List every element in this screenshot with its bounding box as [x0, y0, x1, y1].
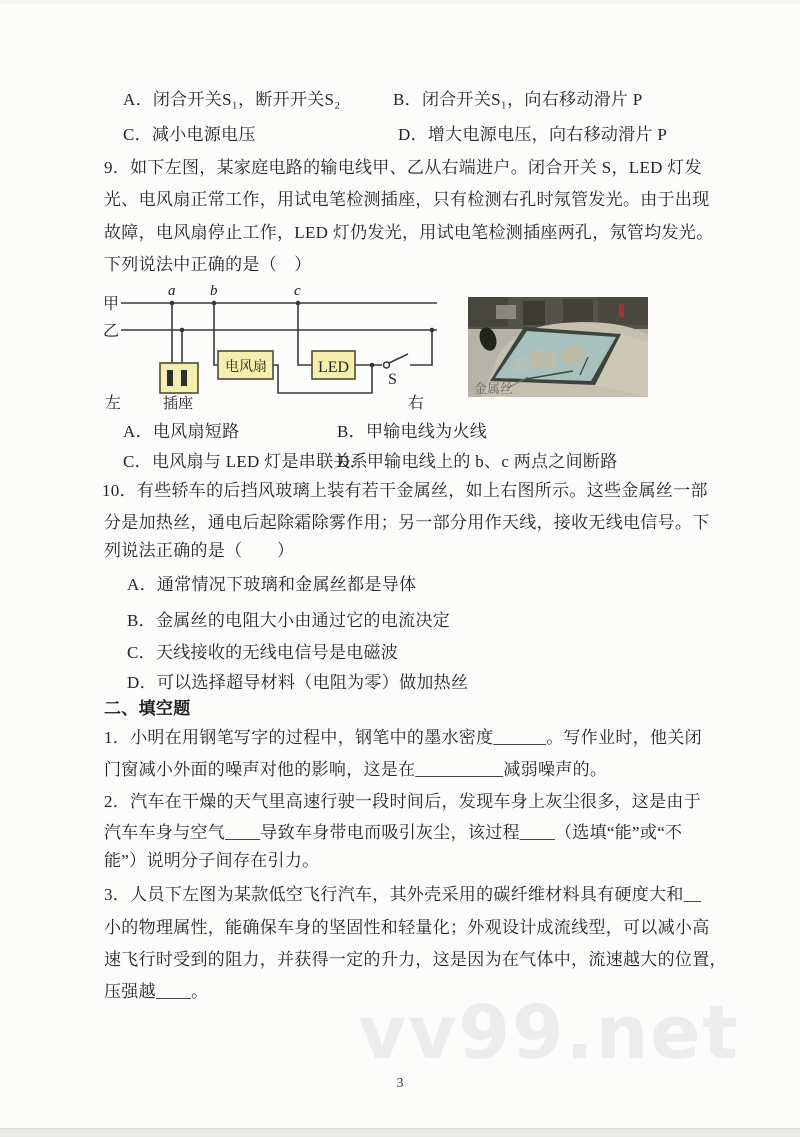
q10-stem-line-3: 列说法正确的是（ ）: [104, 541, 295, 560]
option-q9-a: A．电风扇短路: [123, 422, 240, 441]
fill-q2-line-3: 能”）说明分子间存在引力。: [104, 851, 320, 870]
fill-q3-line-3: 速飞行时受到的阻力，并获得一定的升力，这是因为在气体中，流速越大的位置，: [104, 950, 727, 969]
option-q8-c: C．减小电源电压: [123, 125, 256, 144]
socket-slot-right: [181, 370, 187, 386]
page-top-edge: [0, 0, 800, 4]
option-q8-d: D．增大电源电压，向右移动滑片 P: [398, 125, 668, 144]
fill-q1-line-2: 门窗减小外面的噪声对他的影响，这是在__________减弱噪声的。: [104, 760, 608, 779]
socket-box: [160, 363, 198, 393]
point-a-label: a: [168, 283, 176, 299]
option-q10-b: B．金属丝的电阻大小由通过它的电流决定: [127, 611, 451, 630]
wire-top-label: 甲: [103, 296, 120, 313]
q9-stem-line-3: 故障，电风扇停止工作，LED 灯仍发光，用试电笔检测插座两孔，氖管均发光。: [104, 223, 714, 242]
led-label: LED: [318, 359, 350, 376]
fill-q2-line-2: 汽车车身与空气____导致车身带电而吸引灰尘，该过程____（选填“能”或“不: [104, 823, 683, 842]
fan-label: 电风扇: [225, 360, 267, 375]
switch-label: S: [388, 371, 397, 388]
option-q10-d: D．可以选择超导材料（电阻为零）做加热丝: [127, 673, 469, 692]
q10-stem-line-2: 分是加热丝，通电后起除霜除雾作用；另一部分用作天线，接收无线电信号。下: [104, 513, 710, 532]
photo-red-figure: [619, 304, 624, 317]
page-bottom-edge: [0, 1128, 800, 1137]
point-b-label: b: [210, 283, 218, 299]
wire-bottom-label: 乙: [103, 323, 120, 340]
q10-stem-line-1: 10．有些轿车的后挡风玻璃上装有若干金属丝，如上右图所示。这些金属丝一部: [102, 481, 708, 500]
point-c-label: c: [294, 283, 301, 299]
socket-slot-left: [167, 370, 173, 386]
q9-stem-line-4: 下列说法中正确的是（ ）: [104, 255, 312, 274]
left-label: 左: [105, 395, 122, 412]
right-label: 右: [408, 395, 425, 412]
page-number: 3: [396, 1076, 404, 1091]
option-q9-b: B．甲输电线为火线: [337, 422, 488, 441]
option-q10-a: A．通常情况下玻璃和金属丝都是导体: [127, 575, 417, 594]
option-q9-c: C．电风扇与 LED 灯是串联关系: [123, 452, 368, 471]
fill-q1-line-1: 1．小明在用钢笔写字的过程中，钢笔中的墨水密度______。写作业时，他关闭: [104, 728, 702, 747]
watermark: vv99.net: [358, 990, 740, 1076]
option-q9-d: D．甲输电线上的 b、c 两点之间断路: [337, 452, 618, 471]
section-title: 二、填空题: [104, 699, 191, 718]
car-photo: [468, 297, 648, 397]
fill-q3-line-2: 小的物理属性，能确保车身的坚固性和轻量化；外观设计成流线型，可以减小高: [104, 918, 710, 937]
fill-q2-line-1: 2．汽车在干燥的天气里高速行驶一段时间后，发现车身上灰尘很多，这是由于: [104, 792, 701, 811]
fill-q3-line-1: 3．人员下左图为某款低空飞行汽车，其外壳采用的碳纤维材料具有硬度大和__: [104, 885, 702, 904]
option-q8-a: A．闭合开关S₁，断开开关S₂: [123, 90, 341, 109]
photo-wire-label: 金属丝: [474, 381, 514, 396]
fill-q3-line-4: 压强越____。: [104, 982, 209, 1001]
option-q8-b: B．闭合开关S₁，向右移动滑片 P: [393, 90, 643, 109]
option-q10-c: C．天线接收的无线电信号是电磁波: [127, 643, 399, 662]
socket-label: 插座: [163, 396, 194, 412]
circuit-diagram: [95, 283, 445, 413]
q9-stem-line-1: 9．如下左图，某家庭电路的输电线甲、乙从右端进户。闭合开关 S，LED 灯发: [104, 158, 702, 177]
circuit-junction-dots: [170, 301, 435, 368]
switch-pivot-icon: [384, 362, 390, 368]
q9-stem-line-2: 光、电风扇正常工作，用试电笔检测插座，只有检测右孔时氖管发光。由于出现: [104, 190, 710, 209]
